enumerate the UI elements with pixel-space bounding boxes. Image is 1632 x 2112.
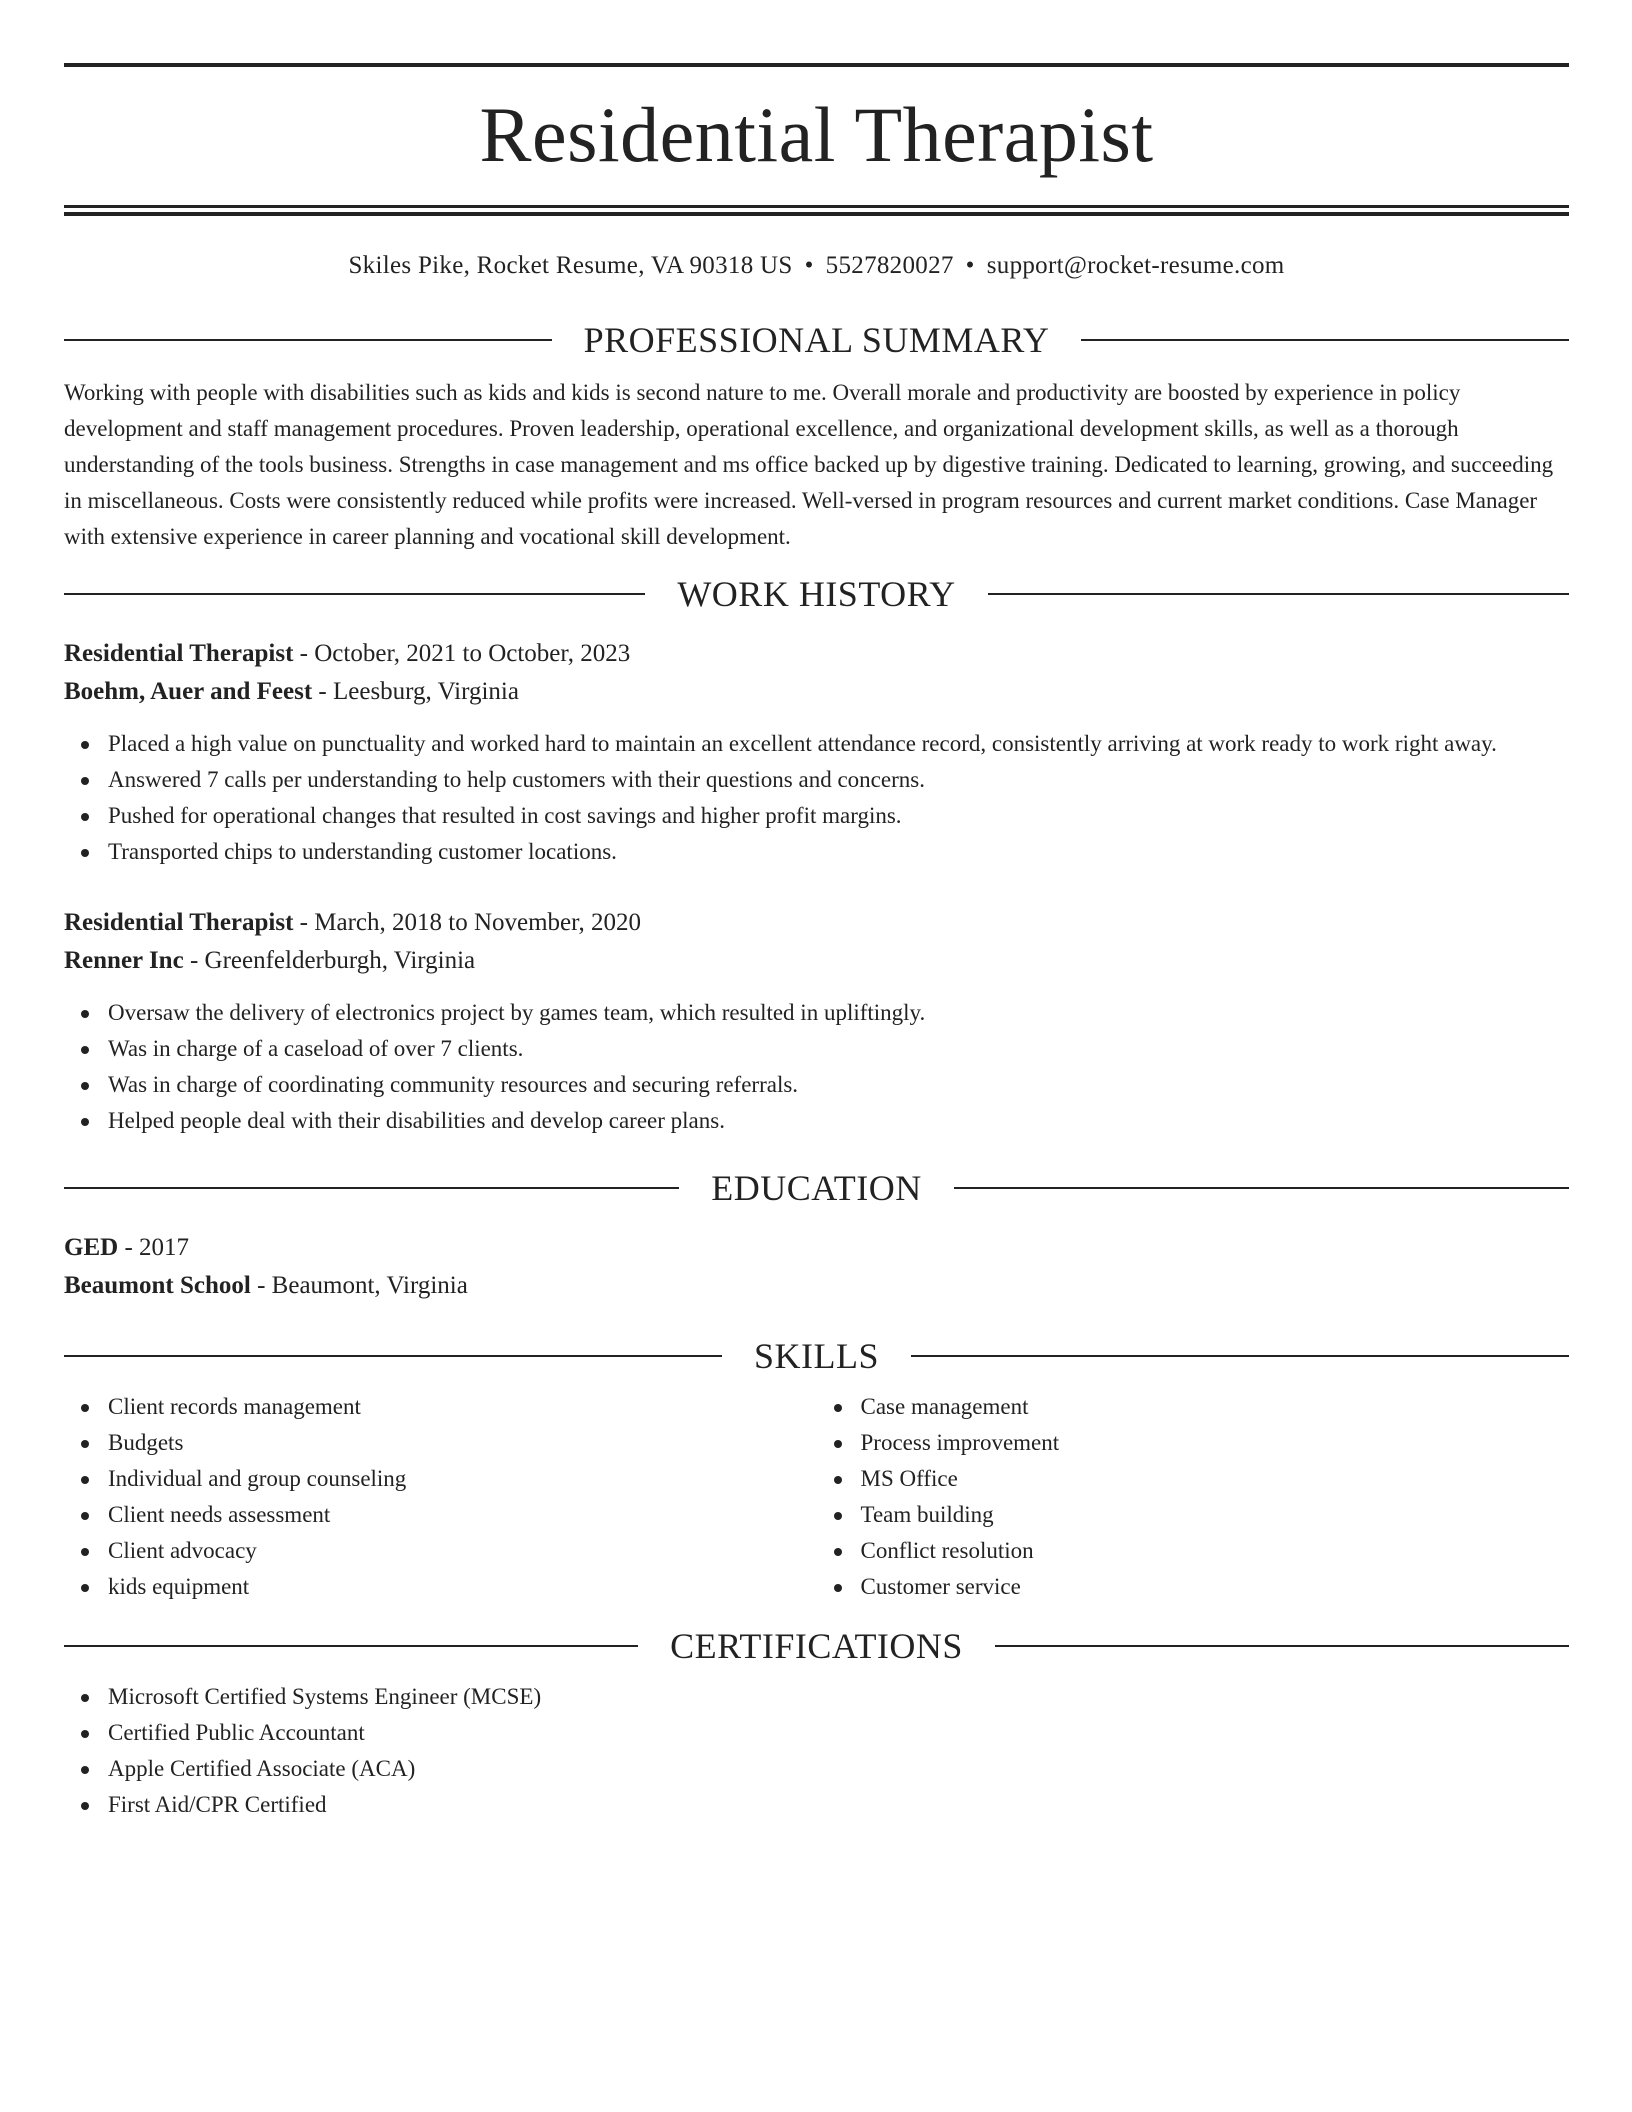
contact-phone: 5527820027	[825, 252, 954, 279]
section-heading-certifications	[64, 1625, 1569, 1667]
section-heading-skills	[64, 1335, 1569, 1377]
heading-rule	[988, 593, 1569, 595]
list-item: Was in charge of coordinating community resources and securing referrals.	[64, 1067, 1569, 1103]
job-bullets	[64, 726, 1569, 870]
contact-line	[64, 250, 1569, 282]
job-title-line	[64, 904, 1569, 942]
page-title: Residential Therapist	[479, 91, 1154, 178]
certifications-list	[64, 1679, 1569, 1823]
contact-separator: •	[965, 252, 975, 279]
skill-item: Budgets	[64, 1425, 817, 1461]
section-title: CERTIFICATIONS	[670, 1626, 963, 1666]
skill-item: Customer service	[817, 1569, 1570, 1605]
skill-item: Client records management	[64, 1389, 817, 1425]
job-dates: - March, 2018 to November, 2020	[293, 909, 641, 936]
heading-rule	[995, 1645, 1569, 1647]
list-item: Answered 7 calls per understanding to help customers with their questions and concerns.	[64, 762, 1569, 798]
list-item: Transported chips to understanding customer locations.	[64, 834, 1569, 870]
heading-rule	[64, 1355, 722, 1357]
heading-rule	[911, 1355, 1569, 1357]
heading-rule	[954, 1187, 1569, 1189]
job-entry	[64, 635, 1569, 870]
heading-rule	[64, 1645, 638, 1647]
job-entry	[64, 904, 1569, 1139]
contact-email: support@rocket-resume.com	[986, 252, 1285, 279]
certification-item: Apple Certified Associate (ACA)	[64, 1751, 1569, 1787]
heading-rule	[1081, 339, 1569, 341]
education-school: Beaumont School	[64, 1272, 251, 1299]
section-heading-summary	[64, 319, 1569, 361]
job-title: Residential Therapist	[64, 909, 294, 936]
heading-rule	[64, 1187, 679, 1189]
job-bullets	[64, 995, 1569, 1139]
job-location: - Greenfelderburgh, Virginia	[183, 947, 476, 974]
list-item: Oversaw the delivery of electronics project by games team, which resulted in upliftingly.	[64, 995, 1569, 1031]
skill-item: Individual and group counseling	[64, 1461, 817, 1497]
heading-rule	[64, 339, 552, 341]
job-company: Renner Inc	[64, 947, 184, 974]
education-entry	[64, 1229, 1569, 1305]
list-item: Was in charge of a caseload of over 7 clients.	[64, 1031, 1569, 1067]
section-title: WORK HISTORY	[677, 574, 956, 614]
title-double-rule	[64, 205, 1569, 216]
section-heading-education	[64, 1167, 1569, 1209]
skill-item: Client needs assessment	[64, 1497, 817, 1533]
certification-item: Certified Public Accountant	[64, 1715, 1569, 1751]
certification-item: First Aid/CPR Certified	[64, 1787, 1569, 1823]
summary-text: Working with people with disabilities such as kids and kids is second nature to me. Overall morale and productivity are boosted by experience in policy development and staff management procedures. Proven leadership, operational excellence, and organizational development skills, as well as a thorough understanding of the tools business. Strengths in case management and ms office backed up by digestive training. Dedicated to learning, growing, and succeeding in miscellaneous. Costs were consistently reduced while profits were increased. Well-versed in program resources and current market conditions. Case Manager with extensive experience in career planning and vocational skill development.	[64, 380, 1554, 549]
job-location: - Leesburg, Virginia	[312, 678, 519, 705]
certification-item: Microsoft Certified Systems Engineer (MCSE)	[64, 1679, 1569, 1715]
skill-item: Case management	[817, 1389, 1570, 1425]
skill-item: Client advocacy	[64, 1533, 817, 1569]
job-dates: - October, 2021 to October, 2023	[293, 640, 631, 667]
section-title: SKILLS	[754, 1336, 880, 1376]
list-item: Pushed for operational changes that resulted in cost savings and higher profit margins.	[64, 798, 1569, 834]
skill-item: MS Office	[817, 1461, 1570, 1497]
job-company: Boehm, Auer and Feest	[64, 678, 313, 705]
top-rule	[64, 63, 1569, 67]
skill-item: Conflict resolution	[817, 1533, 1570, 1569]
job-company-line	[64, 942, 1569, 980]
education-school-line	[64, 1267, 1569, 1305]
education-degree-line	[64, 1229, 1569, 1267]
section-title: EDUCATION	[711, 1168, 922, 1208]
skills-column-left	[64, 1389, 817, 1605]
list-item: Placed a high value on punctuality and worked hard to maintain an excellent attendance record, consistently arriving at work ready to work right away.	[64, 726, 1569, 762]
skill-item: Team building	[817, 1497, 1570, 1533]
job-title: Residential Therapist	[64, 640, 294, 667]
section-title: PROFESSIONAL SUMMARY	[583, 320, 1050, 360]
skill-item: Process improvement	[817, 1425, 1570, 1461]
skills-column-right	[817, 1389, 1570, 1605]
contact-address: Skiles Pike, Rocket Resume, VA 90318 US	[348, 252, 793, 279]
contact-separator: •	[804, 252, 814, 279]
education-year: - 2017	[118, 1234, 190, 1261]
section-heading-work-history	[64, 573, 1569, 615]
job-title-line	[64, 635, 1569, 673]
heading-rule	[64, 593, 645, 595]
list-item: Helped people deal with their disabilities and develop career plans.	[64, 1103, 1569, 1139]
skills-grid	[64, 1389, 1569, 1605]
job-company-line	[64, 673, 1569, 711]
education-degree: GED	[64, 1234, 119, 1261]
education-location: - Beaumont, Virginia	[250, 1272, 468, 1299]
skill-item: kids equipment	[64, 1569, 817, 1605]
